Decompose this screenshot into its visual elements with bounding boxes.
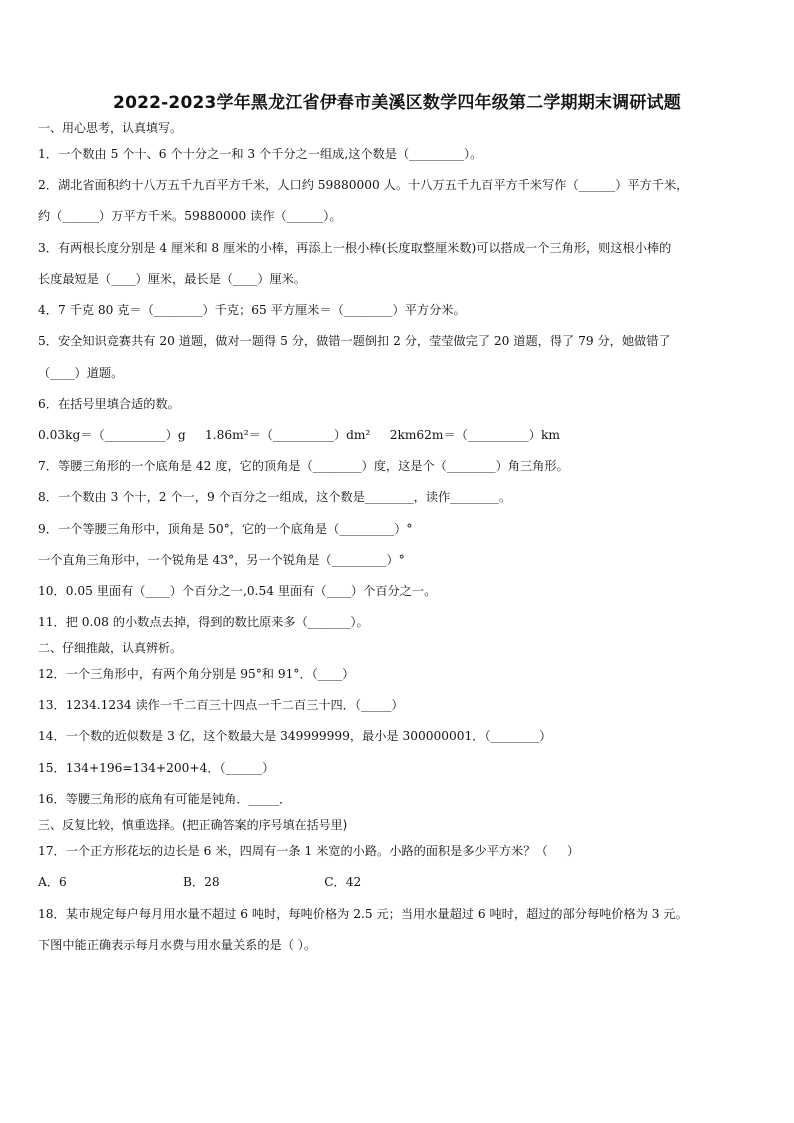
question-17-options: A．6 B．28 C．42 [38,875,362,889]
question-3-line-2: 长度最短是（____）厘米，最长是（____）厘米。 [38,272,307,286]
question-15: 15．134+196=134+200+4．（______） [38,761,275,775]
question-5-line-2: （____）道题。 [38,366,124,380]
question-18-line-2: 下图中能正确表示每月水费与用水量关系的是（ ）。 [38,938,317,952]
question-6-items: 0.03kg＝（__________）g 1.86m²＝（__________）dm² 2km62m＝（__________）km [38,428,560,442]
question-14: 14．一个数的近似数是 3 亿，这个数最大是 349999999，最小是 300000001．（________） [38,729,552,743]
page-title: 2022-2023学年黑龙江省伊春市美溪区数学四年级第二学期期末调研试题 [113,93,681,113]
question-17: 17．一个正方形花坛的边长是 6 米，四周有一条 1 米宽的小路。小路的面积是多少平方米？（ ） [38,844,580,858]
question-18-line-1: 18．某市规定每户每月用水量不超过 6 吨时，每吨价格为 2.5 元；当用水量超过 6 吨时，超过的部分每吨价格为 3 元。 [38,907,688,921]
question-16: 16．等腰三角形的底角有可能是钝角．_____． [38,792,292,806]
question-6: 6．在括号里填合适的数。 [38,397,180,411]
section-heading-1: 一、用心思考，认真填写。 [38,121,183,135]
section-heading-2: 二、仔细推敲，认真辨析。 [38,641,183,655]
question-9-line-2: 一个直角三角形中，一个锐角是 43°，另一个锐角是（_________）° [38,553,405,567]
question-8: 8．一个数由 3 个十，2 个一，9 个百分之一组成，这个数是________，读作________。 [38,490,512,504]
question-9-line-1: 9．一个等腰三角形中，顶角是 50°，它的一个底角是（_________）° [38,522,413,536]
question-13: 13．1234.1234 读作一千二百三十四点一千二百三十四．（_____） [38,698,404,712]
question-2-line-2: 约（______）万平方千米。59880000 读作（______）。 [38,209,342,223]
question-10: 10．0.05 里面有（____）个百分之一,0.54 里面有（____）个百分之一。 [38,584,437,598]
section-heading-3: 三、反复比较，慎重选择。(把正确答案的序号填在括号里) [38,818,348,832]
question-4: 4．7 千克 80 克＝（________）千克；65 平方厘米＝（________）平方分米。 [38,303,466,317]
question-1: 1．一个数由 5 个十、6 个十分之一和 3 个千分之一组成,这个数是（_________）。 [38,147,483,161]
question-3-line-1: 3．有两根长度分别是 4 厘米和 8 厘米的小棒，再添上一根小棒(长度取整厘米数)可以搭成一个三角形，则这根小棒的 [38,241,672,255]
question-5-line-1: 5．安全知识竞赛共有 20 道题，做对一题得 5 分，做错一题倒扣 2 分，莹莹做完了 20 道题，得了 79 分，她做错了 [38,334,671,348]
question-2-line-1: 2．湖北省面积约十八万五千九百平方千米，人口约 59880000 人。十八万五千九百平方千米写作（______）平方千米， [38,178,689,192]
question-7: 7．等腰三角形的一个底角是 42 度，它的顶角是（________）度，这是个（________）角三角形。 [38,459,569,473]
question-11: 11．把 0.08 的小数点去掉，得到的数比原来多（_______）。 [38,615,369,629]
question-12: 12．一个三角形中，有两个角分别是 95°和 91°．（____） [38,667,355,681]
